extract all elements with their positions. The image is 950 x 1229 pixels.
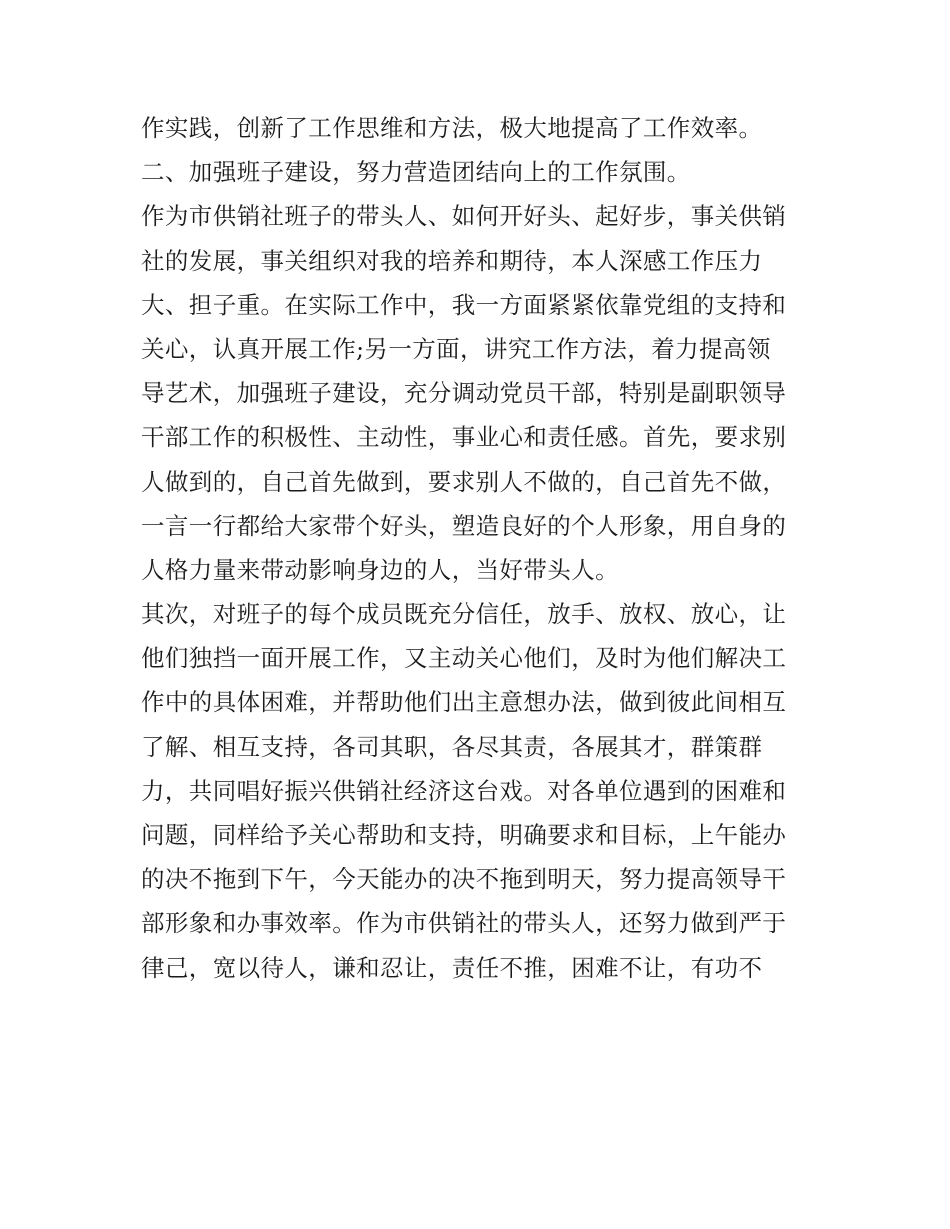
text-line: 大、担子重。在实际工作中，我一方面紧紧依靠党组的支持和	[141, 290, 787, 319]
text-line: 作实践，创新了工作思维和方法，极大地提高了工作效率。	[141, 114, 763, 142]
section-heading: 二、加强班子建设，努力营造团结向上的工作氛围。	[141, 158, 691, 187]
text-line: 导艺术，加强班子建设，充分调动党员干部，特别是副职领导	[141, 379, 787, 408]
text-line: 关心，认真开展工作;另一方面，讲究工作方法，着力提高领	[141, 334, 771, 363]
text-line: 其次，对班子的每个成员既充分信任，放手、放权、放心，让	[141, 600, 787, 629]
text-line: 问题，同样给予关心帮助和支持，明确要求和目标，上午能办	[141, 821, 787, 849]
text-line: 力，共同唱好振兴供销社经济这台戏。对各单位遇到的困难和	[141, 776, 787, 805]
text-line: 律己，宽以待人，谦和忍让，责任不推，困难不让，有功不	[141, 953, 763, 982]
text-line: 的决不拖到下午，今天能办的决不拖到明天，努力提高领导干	[141, 865, 787, 894]
text-line: 一言一行都给大家带个好头，塑造良好的个人形象，用自身的	[141, 511, 787, 540]
text-line: 作为市供销社班子的带头人、如何开好头、起好步，事关供销	[141, 202, 787, 231]
text-line: 他们独挡一面开展工作，又主动关心他们，及时为他们解决工	[141, 644, 787, 673]
text-line: 社的发展，事关组织对我的培养和期待，本人深感工作压力	[141, 246, 763, 275]
text-line: 部形象和办事效率。作为市供销社的带头人，还努力做到严于	[141, 909, 787, 938]
document-body	[141, 106, 831, 990]
text-line: 了解、相互支持，各司其职，各尽其责，各展其才，群策群	[141, 732, 763, 761]
text-line: 人格力量来带动影响身边的人，当好带头人。	[141, 555, 619, 584]
text-line: 作中的具体困难，并帮助他们出主意想办法，做到彼此间相互	[141, 688, 787, 717]
text-line: 人做到的，自己首先做到，要求别人不做的，自己首先不做，	[141, 467, 787, 496]
text-line: 干部工作的积极性、主动性，事业心和责任感。首先，要求别	[141, 423, 787, 452]
